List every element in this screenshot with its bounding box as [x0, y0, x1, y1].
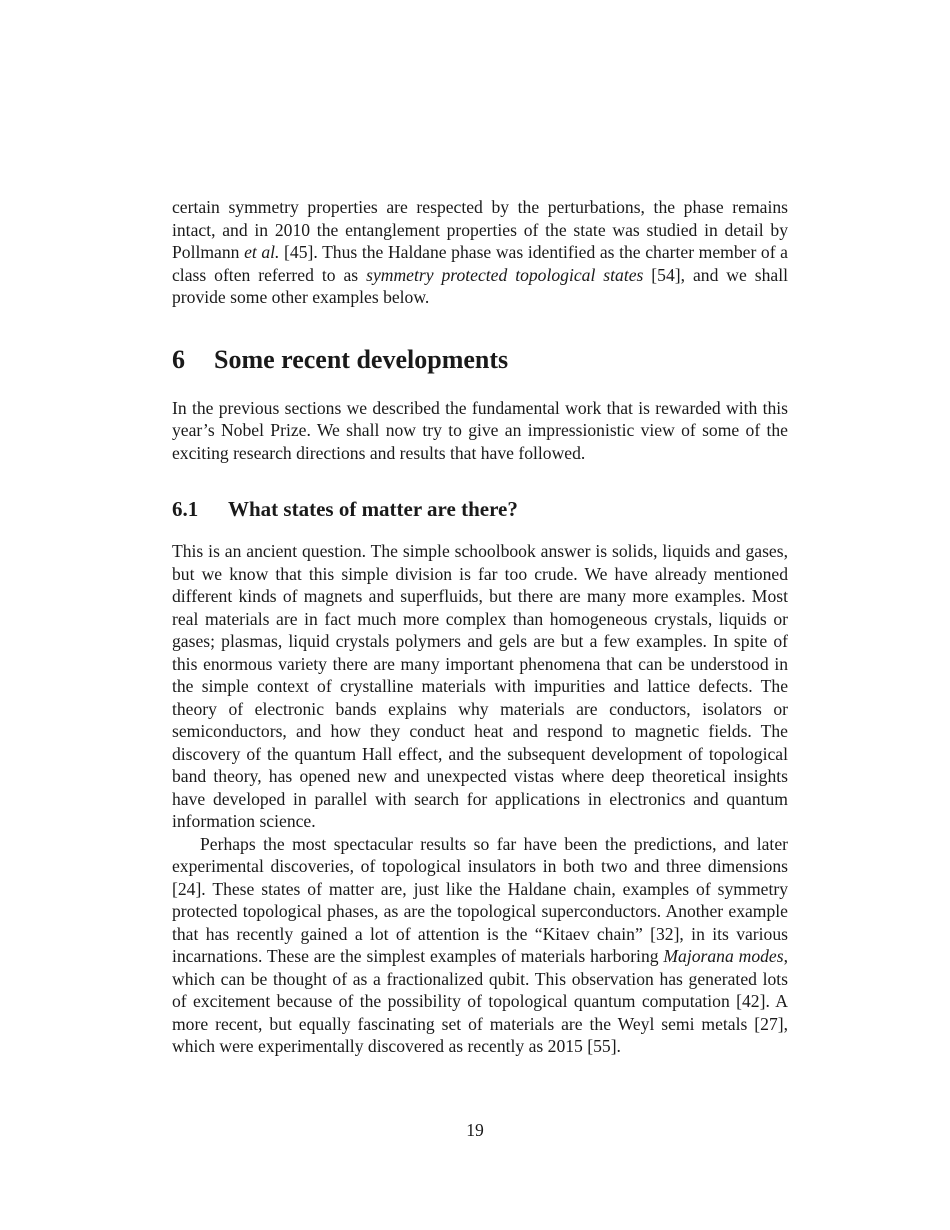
- subsection-paragraph-1: This is an ancient question. The simple schoolbook answer is solids, liquids and gases, but we know that this simple division is far too crude. We have already mentioned different kinds of magnets and superfluids, but there are many more examples. Most real materials are in fact much more complex than homogeneous crystals, liquids or gases; plasmas, liquid crystals polymers and gels are but a few examples. In spite of this enormous variety there are many important phenomena that can be understood in the simple context of crystalline materials with impurities and lattice defects. The theory of electronic bands explains why materials are conductors, isolators or semiconductors, and how they conduct heat and respond to magnetic fields. The discovery of the quantum Hall effect, and the subsequent development of topological band theory, has opened new and unexpected vistas where deep theoretical insights have developed in parallel with search for applications in electronics and quantum information science.: [172, 541, 788, 831]
- section-heading: [172, 345, 788, 375]
- subsection-title: What states of matter are there?: [228, 497, 518, 521]
- italic-text: Majorana modes: [663, 946, 784, 966]
- subsection-paragraph-2: Perhaps the most spectacular results so far have been the predictions, and later experimental discoveries, of topological insulators in both two and three dimensions [24]. These states of matter are, just like the Haldane chain, examples of symmetry protected topological phases, as are the topological superconductors. Another example that has recently gained a lot of attention is the “Kitaev chain” [32], in its various incarnations. These are the simplest examples of materials harboring Majorana modes, which can be thought of as a fractionalized qubit. This observation has generated lots of excitement because of the possibility of topological quantum computation [42]. A more recent, but equally fascinating set of materials are the Weyl semi metals [27], which were experimentally discovered as recently as 2015 [55].: [172, 833, 788, 1056]
- page-body: [172, 196, 788, 1058]
- section-paragraph: In the previous sections we described the fundamental work that is rewarded with this year’s Nobel Prize. We shall now try to give an impressionistic view of some of the exciting research directions and results that have followed.: [172, 397, 788, 463]
- page-number: 19: [466, 1120, 484, 1140]
- section-number: 6: [172, 344, 185, 374]
- subsection-heading: [172, 496, 788, 522]
- subsection-number: 6.1: [172, 497, 199, 521]
- intro-paragraph: certain symmetry properties are respected by the perturbations, the phase remains intact, and in 2010 the entanglement properties of the state was studied in detail by Pollmann et al. [45]. Thus the Haldane phase was identified as the charter member of a class often referred to as symmetry protected topological states [54], and we shall provide some other examples below.: [172, 197, 789, 307]
- italic-text: symmetry protected topological states: [366, 264, 644, 285]
- italic-text: et al.: [244, 242, 280, 262]
- section-title: Some recent developments: [214, 344, 509, 374]
